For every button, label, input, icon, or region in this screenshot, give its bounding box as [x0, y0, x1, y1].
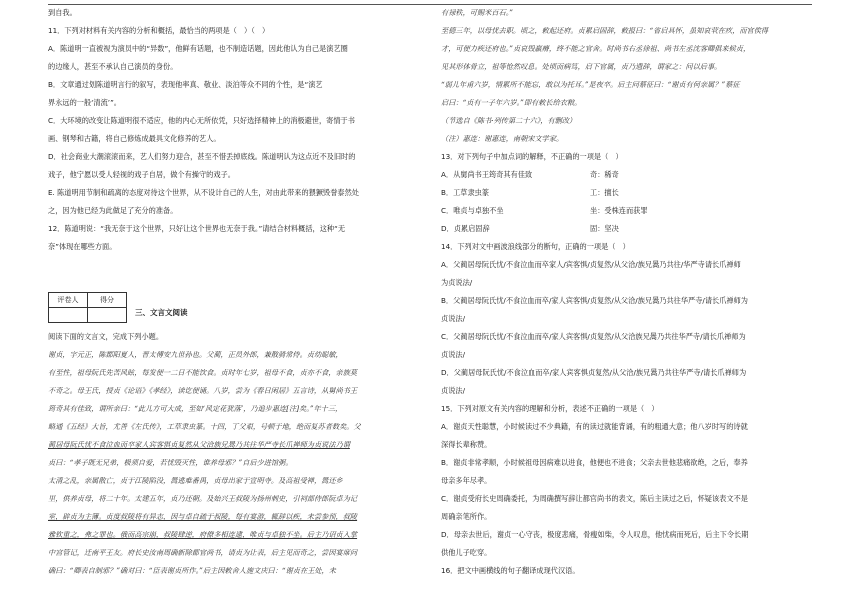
text-line: 母亲多年尽孝。 [441, 476, 492, 485]
option-11e: E. 陈道明用节制和疏离的态度对待这个世界，从不设计自己的人生，对由此带来的猥獗毁誉泰然处 [48, 188, 359, 197]
question-11-stem: 11．下列对材料有关内容的分析和概括，最恰当的两项是（ ）（ ） [48, 26, 270, 35]
option-15a: A．谢贞天性聪慧，小时候读过不少典籍，有的读过就能背诵，有的粗通大意；他八岁时写的诗就 [441, 422, 748, 431]
passage-line: 才，可便力疾还府也。”贞哀毁羸瘠，终不能之官舍。时尚书右丞徐祖、尚书左丞沈客卿俱来候贞， [441, 44, 751, 53]
option-15b: B．谢贞非常孝顺，小时候祖母因病难以进食，他便也不进食；父亲去世他悲痛欲绝，之后，奉养 [441, 458, 748, 467]
score-cell-score[interactable] [88, 308, 127, 323]
option-13b: B．工草隶虫篆 [441, 188, 490, 197]
option-13c: C．唯贞与卓独不坐 [441, 206, 504, 215]
text-line: 的边缘人，甚至不承认自己演员的身份。 [48, 62, 178, 71]
option-11b: B．文章通过划陈道明言行的叙写，表现他率真、敬业、淡泊等众不同的个性，是“演艺 [48, 80, 323, 89]
passage-line: 不奇之。母王氏，授贞《论语》《孝经》，读讫便诵。八岁，尝为《春日闲居》五言诗，从舅尚书王 [48, 386, 358, 395]
score-header-grader: 评卷人 [49, 293, 88, 308]
text-line: 周确亲笔所作。 [441, 512, 492, 521]
passage-line: 见其形体骨立，祖等怆然叹息。处顷而病笃，启下官属，贞乃遗辞，谓家之：问以后事。 [441, 62, 722, 71]
passage-line: 贞曰：“孝子既无兄弟，极须自爱，若忧毁灭性，谁养母邪？”自后少进馆粥。 [48, 458, 293, 467]
question-12-stem: 12．陈道明说：“我无奈于这个世界，只好让这个世界也无奈于我。”请结合材料概括，这种“无 [48, 224, 346, 233]
source-note: （节选自《陈书·列传第二十六》，有删改） [441, 116, 577, 125]
question-13-stem: 13．对下列句子中加点词的解释，不正确的一项是（ ） [441, 152, 623, 161]
text-line: 画、钢琴和古籍，将自己修炼成最具文化修养的艺人。 [48, 134, 221, 143]
option-13d-gloss: 固：坚决 [590, 224, 619, 233]
option-15d: D．母亲去世后，谢贞一心守丧，极度悲痛，骨瘦如柴，令人叹息，他忧病而死后，后主下令长期 [441, 530, 749, 539]
text-line: 为贞说法/ [441, 278, 473, 287]
text-line: 贞说法/ [441, 350, 465, 359]
passage-line-underlined: 雅钦重之，弗之罪也。俄而高宗崩，叔陵肆逆，府僚多相连逮，唯贞与卓独不坐。后主乃诏贞入掌 [48, 530, 358, 539]
reading-intro: 阅读下面的文言文，完成下列小题。 [48, 332, 164, 341]
text-line: 之，因为他已经为此做足了充分的准备。 [48, 206, 178, 215]
passage-line: 太清之乱，亲属散亡，贞于江陵陷没，暠逃难番禺，贞母出家于宣明寺。及高祖受禅，暠还乡 [48, 476, 343, 485]
option-14d: D．父蔺居母阮氏忧/不食泣血而卒/家人宾客惧贞复然/从父洽/族兄暠乃共往华严寺/请长爪禅师为 [441, 368, 747, 377]
option-14c: C．父蔺居母阮氏忧/不食泣血而卒/家人宾客惧/贞复然/从父洽族兄暠乃共往华严寺/请长爪禅师为 [441, 332, 746, 341]
passage-line: 筠奇其有佳致，谓所亲曰：“此儿方可大成，至如‘风定花犹落’，乃追步惠连[注]矣。”年十三， [48, 404, 343, 413]
option-11d: D．社会商业大潮滚滚而来，艺人们努力迎合，甚至不惜丢掉底线。陈道明认为这点近不及旧时的 [48, 152, 356, 161]
text-line: 到自我。 [48, 8, 77, 17]
footnote: （注）惠连：谢惠连，南朝宋文学家。 [441, 134, 564, 143]
passage-line: 里，供养贞母，将二十年。太建五年，贞乃还朝。及始兴王叔陵为扬州刺史，引祠部侍郎阮卓为记 [48, 494, 358, 503]
text-line: 贞说法/ [441, 386, 465, 395]
passage-line: 谢贞，字元正，陈郡阳夏人，晋太傅安九世孙也。父蔺，正员外郎，兼散骑常侍。贞幼聪敏， [48, 350, 343, 359]
text-line: 戏子，他宁愿以受人轻视的戏子自居，做个有操守的戏子。 [48, 170, 235, 179]
option-14a: A．父蔺居母阮氏忧/不食泣血而卒家人/宾客惧/贞复然/从父洽/族兄暠乃共往/华严寺请长爪禅师 [441, 260, 741, 269]
passage-line: “弱儿年甫六岁，情累所不能忘，敢以为托耳。”是夜卒。后主问蔡征曰：“谢贞有何亲属？”蔡征 [441, 80, 740, 89]
text-line: 奈”体现在哪些方面。 [48, 242, 117, 251]
question-14-stem: 14．下列对文中画波浪线部分的断句，正确的一项是（ ） [441, 242, 630, 251]
passage-line-underlined: 室，辟贞为主簿。贞度叔陵将有异志，因与卓自疏于叔陵，每有宴游，辄辞以疾，未尝参预，叔陵 [48, 512, 358, 521]
passage-line: 启曰：“贞有一子年六岁。”即有敕长给衣粮。 [441, 98, 582, 107]
option-11c: C．大环境的改变让陈道明很不适应，他的内心无所依凭，只好选择精神上的消极避世，寄情于书 [48, 116, 355, 125]
option-13b-gloss: 工：擅长 [590, 188, 619, 197]
passage-line: 有至性，祖母阮氏先苦风眩，每发便一二日不能饮食。贞时年七岁，祖母不食，贞亦不食，亲族莫 [48, 368, 358, 377]
text-line: 深得长辈称赞。 [441, 440, 492, 449]
passage-line: 略通《五经》大旨，尤善《左氏传》，工草隶虫篆。十四，丁父艰，号顿于地，绝而复苏者数矣。父 [48, 422, 361, 431]
question-15-stem: 15．下列对原文有关内容的理解和分析，表述不正确的一项是（ ） [441, 404, 659, 413]
score-header-score: 得分 [88, 293, 127, 308]
option-13c-gloss: 坐：受株连而获罪 [590, 206, 648, 215]
passage-line: 确曰：“卿表自制邪？”确对曰：“臣表谢贞所作。”后主因敕舍人施文庆曰：“谢贞在王处，未 [48, 566, 336, 575]
score-box [48, 292, 127, 323]
text-line: 界永远的一般‘清流’”。 [48, 98, 121, 107]
question-16-stem: 16．把文中画横线的句子翻译成现代汉语。 [441, 566, 580, 575]
option-15c: C．谢贞受府长史周确委托，为周确撰写辞让都官尚书的表文，陈后主读过之后，怀疑该表文不是 [441, 494, 748, 503]
text-line: 供他儿子吃穿。 [441, 548, 492, 557]
option-13d: D．贞累启固辞 [441, 224, 490, 233]
passage-line: 有禄秩，可赐米百石。” [441, 8, 513, 17]
passage-line: 中宫管记，迁南平王友。府长史汝南周确新除都官尚书，请贞为让表，后主见而奇之，尝因宴席问 [48, 548, 358, 557]
text-line: 贞说法/ [441, 314, 465, 323]
option-11a: A．陈道明一直被视为演员中的“异数”，他鲜有话题，也不制造话题，因此他认为自己是演艺圈 [48, 44, 348, 53]
score-cell-grader[interactable] [49, 308, 88, 323]
option-13a-gloss: 奇：稀奇 [590, 170, 619, 179]
option-14b: B．父蔺居母阮氏忧/不食泣血而卒/家人宾客惧/贞复然/从父洽/族兄暠乃共往华严寺/请长爪禅师为 [441, 296, 748, 305]
passage-line-wavy: 蔺居母阮氏忧不食泣血而卒家人宾客惧贞复然从父洽族兄暠乃共往华严寺长爪禅师为贞说法乃谓 [48, 440, 350, 449]
section-title: 三、文言文阅读 [135, 308, 188, 317]
page-top-rule [48, 4, 812, 5]
option-13a: A．从舅尚书王筠奇其有佳致 [441, 170, 533, 179]
passage-line: 至德三年，以母忧去职。顷之，敕起还府。贞累启固辞，敕报曰：“省启具怀，虽知哀茕在疚，而官俟得 [441, 26, 769, 35]
